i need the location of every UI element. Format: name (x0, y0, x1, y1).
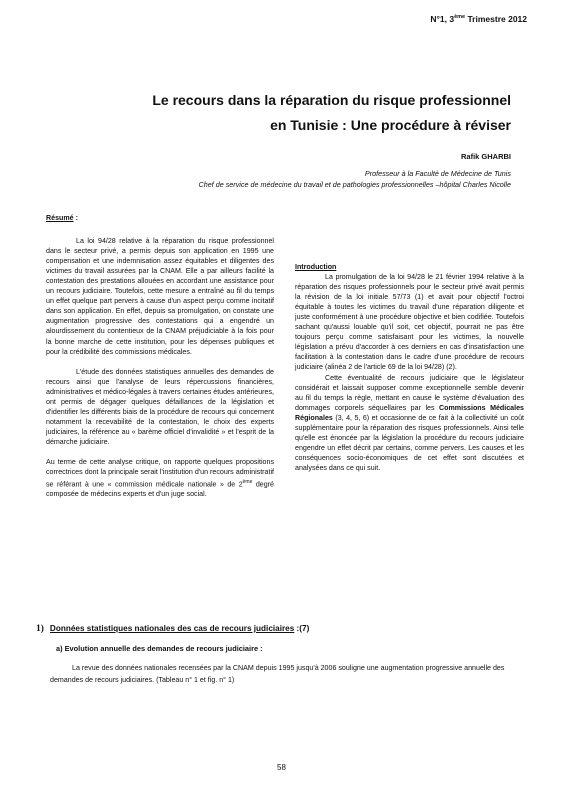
introduction-column (295, 262, 524, 473)
journal-issue-header: N°1, 3ème Trimestre 2012 (430, 14, 527, 24)
section-1-heading: 1) Données statistiques nationales des cas de recours judiciaires :(7) (36, 624, 310, 634)
section-1a-paragraph: La revue des données nationales recensées par la CNAM depuis 1995 jusqu'à 2006 souligne une augmentation progressive annuelle des demandes de recours judiciaires. (Tableau n° 1 et fig. n° 1) (50, 664, 505, 684)
introduction-paragraph-1: La promulgation de la loi 94/28 le 21 février 1994 relative à la réparation des risques professionnels pour le secteur privé avait permis la révision de la loi initiale 57/73 (1) et avait pour objectif l'octroi équitable à toutes les victimes du travail d'une réparation diligente et juste conformément à une procédure objective et bien codifiée. Toutefois sachant qu'aussi louable qu'il soit, cet objectif, pourrait ne pas être toujours perçu comme satisfaisant pour les victimes, la nouvelle législation a prévu d'accorder à ces derniers en cas d'insatisfaction une facilitation à la contestation dans le cadre d'une procédure de recours judiciaire (alinéa 2 de l'article 69 de la loi 94/28) (2). (295, 273, 524, 372)
author-affiliation-1: Professeur à la Faculté de Médecine de Tunis (364, 169, 511, 178)
introduction-heading: Introduction (295, 263, 337, 271)
page-number: 58 (277, 763, 286, 772)
abstract-heading: Résumé : (46, 214, 78, 222)
article-title-line1: Le recours dans la réparation du risque professionnel (152, 92, 511, 108)
abstract-column (46, 213, 274, 500)
section-1a-heading: a) Evolution annuelle des demandes de recours judiciaire : (56, 644, 263, 653)
abstract-paragraph-2: L'étude des données statistiques annuelles des demandes de recours ainsi que l'analyse de leurs répercussions financières, administratives et médico-légales à travers certaines études antérieures, ont permis de dégager quelques défaillances de la législation et d'identifier les différents biais de la procédure de recours qui concernent notamment la recevabilité de la contestation, le choix des experts judiciaires, la référence au « barème officiel d'invalidité » et l'esprit de la démarche judiciaire. (46, 367, 274, 446)
introduction-paragraph-2: Cette éventualité de recours judiciaire que le législateur considérait et laissait supposer comme exceptionnelle semble devenir au fil du temps la règle, mettant en cause le système d'évaluation des dommages corporels séquellaires par les Commissions Médicales Régionales (3, 4, 5, 6) et occasionne de ce fait à la collectivité un coût supplémentaire pour la réparation des risques professionnels. Ainsi telle qu'elle est énoncée par la législation la procédure du recours judiciaire engendre un effet décrit par certains, comme pervers. Les causes et les conséquences socio-économiques de cet effet sont discutées et analysées dans ce qui suit. (295, 373, 524, 472)
author-name: Rafik GHARBI (460, 152, 511, 161)
author-affiliation-2: Chef de service de médecine du travail et de pathologies professionnelles –hôpital Charles Nicolle (198, 180, 511, 189)
abstract-paragraph-3: Au terme de cette analyse critique, on rapporte quelques propositions correctrices dont la principale serait l'institution d'un recours administratif se référant à une « commission médicale nationale » de 2ème degré composée de médecins experts et d'un juge social. (46, 457, 274, 499)
abstract-paragraph-1: La loi 94/28 relative à la réparation du risque professionnel dans le secteur privé, a permis depuis son application en 1995 une compensation et une indemnisation assez équitables et diligentes des victimes du travail assurées par la CNAM. Elle a par ailleurs facilité la contestation des prestations allouées en accordant une assistance pour un recours judiciaire. Toutefois, cette mesure a entraîné au fil du temps un effet quelque part pervers à cause d'un aspect perçu comme incitatif dans son application. En effet, depuis sa promulgation, on constate une augmentation progressive des contestations qui a engendré un alourdissement du contentieux de la CNAM préjudiciable à la fois pour la bonne marche de cette institution, pour les dépenses publiques et pour la crédibilité des commissions médicales. (46, 237, 274, 356)
article-title-line2: en Tunisie : Une procédure à réviser (270, 117, 511, 133)
